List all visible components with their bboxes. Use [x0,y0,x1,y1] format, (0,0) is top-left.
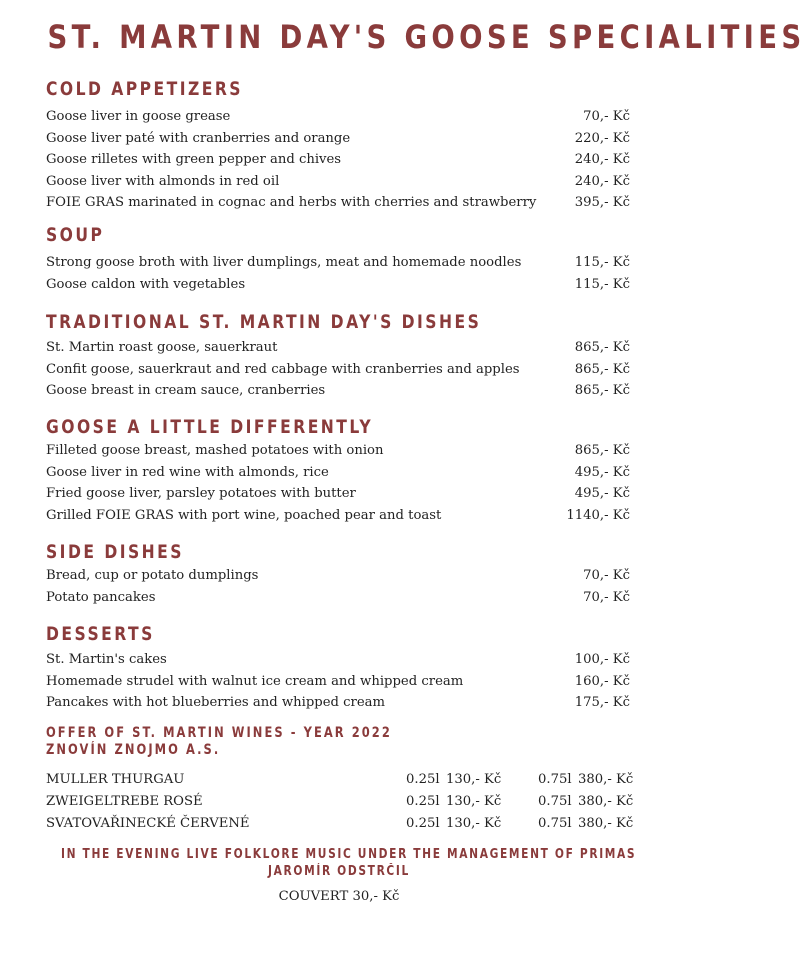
menu-item [46,106,636,128]
menu-item [46,505,636,527]
section-title: SIDE DISHES [46,541,184,563]
item-name: St. Martin's cakes [46,652,167,667]
menu-item [46,337,636,359]
item-price: 865,- Kč [574,383,630,399]
wine-small-size: 0.25l [406,816,440,831]
item-name: Filleted goose breast, mashed potatoes with onion [46,443,384,458]
menu-item [46,671,636,693]
wine-large-price: 380,- Kč [578,816,634,831]
item-price: 495,- Kč [574,464,630,480]
section-soup [46,222,636,295]
wine-producer: ZNOVÍN ZNOJMO A.S. [46,742,221,758]
item-name: Goose liver with almonds in red oil [46,173,280,189]
menu-item [46,692,636,714]
item-name: Pancakes with hot blueberries and whipped cream [46,695,386,711]
wine-row [46,791,636,813]
item-name: Goose caldon with vegetables [46,276,246,292]
item-price: 100,- Kč [574,652,630,667]
item-price: 220,- Kč [574,130,630,146]
wine-large-size: 0.75l [538,816,572,831]
item-price: 865,- Kč [574,443,630,458]
wine-large-price: 380,- Kč [578,794,634,809]
menu-item [46,649,636,671]
item-name: Goose liver in red wine with almonds, rice [46,464,329,480]
item-price: 240,- Kč [574,173,630,189]
menu-item [46,192,636,214]
menu-item [46,274,636,296]
wine-small-price: 130,- Kč [446,772,502,787]
menu-title: ST. MARTIN DAY'S GOOSE SPECIALITIES [47,18,805,56]
wine-large-size: 0.75l [538,794,572,809]
item-name: Homemade strudel with walnut ice cream and whipped cream [46,673,464,689]
wine-row [46,813,636,835]
item-price: 115,- Kč [574,255,630,270]
item-price: 115,- Kč [574,276,630,292]
item-price: 395,- Kč [574,195,630,211]
item-name: FOIE GRAS marinated in cognac and herbs with cherries and strawberry [46,195,537,211]
menu-item [46,587,636,609]
item-name: Goose liver paté with cranberries and orange [46,130,351,146]
item-name: Fried goose liver, parsley potatoes with butter [46,486,356,502]
section-title: TRADITIONAL ST. MARTIN DAY'S DISHES [46,311,482,333]
item-price: 70,- Kč [583,568,630,583]
live-music-line1: IN THE EVENING LIVE FOLKLORE MUSIC UNDER THE MANAGEMENT OF PRIMAS [61,847,637,862]
item-name: Grilled FOIE GRAS with port wine, poached pear and toast [46,507,442,523]
item-price: 865,- Kč [574,361,630,377]
section-wines [46,725,636,835]
menu-item [46,565,636,587]
wine-small-price: 130,- Kč [446,794,502,809]
item-name: Potato pancakes [46,589,156,605]
item-name: Bread, cup or potato dumplings [46,568,259,583]
wine-row [46,769,636,791]
live-music-note [0,846,678,880]
section-traditional-dishes [46,309,636,402]
item-name: St. Martin roast goose, sauerkraut [46,340,278,355]
wine-offer-title: OFFER OF ST. MARTIN WINES - YEAR 2022 [46,725,392,741]
menu-item [46,483,636,505]
menu-item [46,462,636,484]
menu-item [46,252,636,274]
section-title: DESSERTS [46,623,155,645]
item-name: Strong goose broth with liver dumplings, meat and homemade noodles [46,255,522,270]
menu-item [46,171,636,193]
item-name: Goose breast in cream sauce, cranberries [46,383,326,399]
item-price: 70,- Kč [583,109,630,124]
item-price: 865,- Kč [574,340,630,355]
menu-item [46,149,636,171]
item-name: Goose rilletes with green pepper and chives [46,152,342,168]
section-title: GOOSE A LITTLE DIFFERENTLY [46,416,374,438]
wine-name: SVATOVAŘINECKÉ ČERVENÉ [46,816,250,831]
item-price: 240,- Kč [574,152,630,168]
wine-small-size: 0.25l [406,772,440,787]
item-price: 70,- Kč [583,589,630,605]
menu-item [46,440,636,462]
item-name: Goose liver in goose grease [46,109,231,124]
live-music-line2: JAROMÍR ODSTRČIL [268,864,410,879]
section-desserts [46,621,636,714]
wine-small-size: 0.25l [406,794,440,809]
item-price: 1140,- Kč [566,507,630,523]
wine-name: ZWEIGELTREBE ROSÉ [46,794,203,809]
section-side-dishes [46,539,636,608]
section-title: COLD APPETIZERS [46,78,243,100]
item-price: 160,- Kč [574,673,630,689]
menu-item [46,128,636,150]
menu-item [46,380,636,402]
wine-large-size: 0.75l [538,772,572,787]
item-name: Confit goose, sauerkraut and red cabbage with cranberries and apples [46,361,520,377]
wine-large-price: 380,- Kč [578,772,634,787]
section-cold-appetizers [46,76,636,214]
section-goose-differently [46,414,636,526]
couvert-price: COUVERT 30,- Kč [278,889,400,904]
menu-item [46,359,636,381]
wine-small-price: 130,- Kč [446,816,502,831]
section-title: SOUP [46,224,105,246]
item-price: 175,- Kč [574,695,630,711]
item-price: 495,- Kč [574,486,630,502]
wine-name: MULLER THURGAU [46,772,185,787]
